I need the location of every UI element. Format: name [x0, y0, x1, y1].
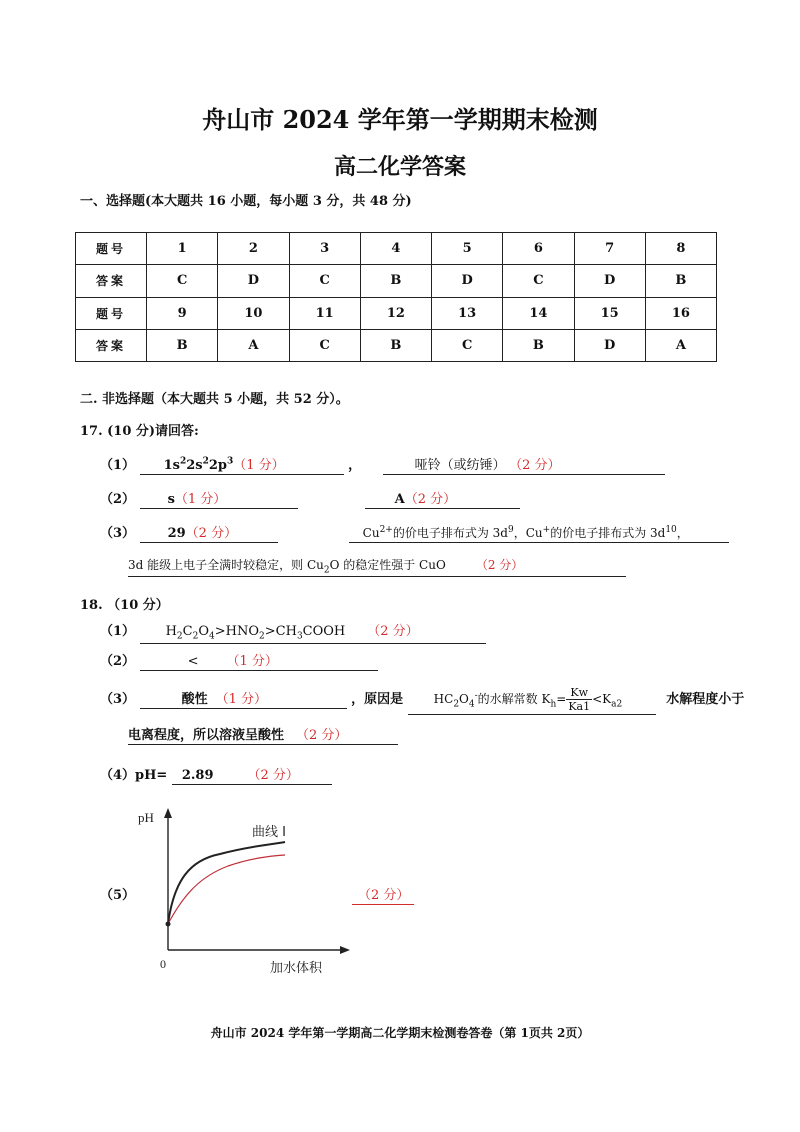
table-cell: 1 — [147, 233, 218, 265]
q17-part2 — [100, 488, 520, 509]
section-1-heading: 一、选择题(本大题共 16 小题，每小题 3 分，共 48 分) — [80, 194, 412, 209]
page-title: 舟山市 2024 学年第一学期期末检测 — [202, 105, 598, 134]
score-note: （2 分） — [352, 884, 414, 905]
y-axis-arrow — [164, 808, 172, 818]
q18-part3-cont — [128, 724, 398, 745]
table-cell: B — [147, 329, 218, 361]
fraction — [566, 686, 592, 713]
superscript: 9 — [507, 525, 514, 535]
answer-blank — [128, 724, 398, 745]
answer-text: 1s — [163, 458, 180, 473]
section-2-heading: 二. 非选择题（本大题共 5 小题，共 52 分）。 — [80, 392, 349, 407]
answer-blank — [349, 524, 729, 543]
part-label: （3） — [100, 526, 136, 541]
table-cell: 3 — [289, 233, 360, 265]
page-footer: 舟山市 2024 学年第一学期高二化学期末检测卷答卷（第 1页共 2页） — [210, 1026, 590, 1040]
table-cell: A — [218, 329, 289, 361]
q18-part1 — [100, 620, 486, 644]
answer-text: 电离程度，所以溶液呈酸性 — [128, 728, 285, 743]
q18-part2 — [100, 650, 378, 671]
answer-text: H — [165, 624, 177, 639]
superscript: 2 — [179, 456, 187, 467]
start-point — [166, 922, 171, 927]
superscript: 2+ — [379, 525, 393, 535]
curve-2 — [168, 855, 285, 924]
curve-label: 曲线 I — [252, 825, 286, 840]
part-label: （4）pH= — [100, 768, 168, 783]
fraction-numerator: Kw — [566, 686, 592, 700]
answer-text: 哑铃（或纺锤） — [414, 458, 506, 473]
score-note: （2 分） — [515, 458, 561, 473]
answer-blank — [140, 454, 344, 475]
answer-blank — [128, 556, 626, 577]
q18-header: 18. （10 分） — [80, 598, 169, 613]
answer-blank — [140, 650, 378, 671]
superscript: 2 — [202, 456, 209, 467]
answer-blank — [365, 488, 520, 509]
score-note: （2 分） — [367, 624, 419, 639]
separator: ， — [348, 458, 362, 473]
subscript: 2 — [453, 699, 460, 710]
subscript: 3 — [296, 631, 303, 642]
score-note: （1 分） — [174, 492, 227, 507]
table-cell: 7 — [574, 233, 645, 265]
table-cell: C — [503, 265, 574, 297]
table-cell: 11 — [289, 297, 360, 329]
table-cell: A — [645, 329, 716, 361]
subscript: 2 — [323, 565, 330, 576]
subscript: 4 — [209, 631, 215, 642]
answer-text: 水解程度小于 — [666, 692, 745, 707]
answer-text: COOH — [302, 624, 346, 639]
table-cell: 4 — [360, 233, 431, 265]
table-cell: D — [574, 265, 645, 297]
subscript: 2 — [259, 631, 265, 642]
part-label: （1） — [100, 624, 136, 639]
answer-text: < — [187, 654, 199, 669]
q17-part3-cont — [128, 556, 626, 577]
superscript: + — [542, 525, 551, 535]
table-cell: 2 — [218, 233, 289, 265]
answer-blank — [140, 688, 347, 709]
superscript: - — [474, 691, 478, 701]
table-cell: C — [289, 265, 360, 297]
answer-text: >HNO — [214, 624, 260, 639]
table-cell: 8 — [645, 233, 716, 265]
score-note: （2 分） — [404, 492, 457, 507]
score-note: （1 分） — [215, 692, 267, 707]
answer-text: 酸性 — [181, 692, 208, 707]
table-cell: 16 — [645, 297, 716, 329]
answer-blank — [140, 522, 278, 543]
table-cell: 15 — [574, 297, 645, 329]
answer-text: Cu — [362, 526, 380, 540]
answer-text: A — [394, 492, 405, 507]
row-label: 题号 — [76, 297, 147, 329]
subscript: 4 — [468, 699, 475, 710]
q17-header: 17. (10 分)请回答: — [80, 424, 199, 439]
subscript: h — [550, 699, 557, 710]
answer-text: 的价电子排布式为 3d — [550, 526, 666, 540]
answer-text: 的价电子排布式为 3d — [392, 526, 508, 540]
answer-text: 29 — [167, 526, 186, 541]
answer-text: 2s — [186, 458, 203, 473]
answer-text: = — [556, 692, 567, 706]
answer-text: 3d 能级上电子全满时较稳定，则 Cu — [128, 558, 324, 572]
reason-label: ，原因是 — [351, 692, 404, 707]
page-subtitle: 高二化学答案 — [333, 154, 466, 180]
score-note: （2 分） — [296, 728, 348, 743]
superscript: 10 — [665, 525, 677, 535]
answer-text: HC — [433, 692, 454, 706]
answer-table — [75, 232, 717, 362]
answer-text: O — [459, 692, 469, 706]
answer-text: 2.89 — [181, 768, 214, 783]
superscript: 3 — [227, 456, 234, 467]
answer-text: s — [167, 492, 175, 507]
y-axis-label: pH — [138, 810, 154, 825]
q17-part3 — [100, 522, 729, 543]
row-label: 答案 — [76, 329, 147, 361]
score-note: （1 分） — [226, 654, 278, 669]
table-row — [76, 297, 717, 329]
table-row — [76, 265, 717, 297]
origin-label: 0 — [160, 957, 166, 971]
part-label: （2） — [100, 654, 136, 669]
table-cell: B — [360, 265, 431, 297]
table-cell: D — [432, 265, 503, 297]
subscript: 2 — [192, 631, 199, 642]
table-cell: 6 — [503, 233, 574, 265]
curve-1 — [168, 842, 285, 924]
subscript: 2 — [176, 631, 183, 642]
table-cell: B — [503, 329, 574, 361]
subscript: a2 — [611, 699, 623, 710]
answer-text: ，Cu — [513, 526, 543, 540]
table-cell: C — [289, 329, 360, 361]
score-note: （1 分） — [233, 458, 285, 473]
q18-part5-label: （5） — [100, 888, 136, 903]
row-label: 题号 — [76, 233, 147, 265]
table-cell: 13 — [432, 297, 503, 329]
score-note: （2 分） — [185, 526, 238, 541]
table-cell: 9 — [147, 297, 218, 329]
answer-text: <K — [592, 692, 612, 706]
part-label: （3） — [100, 692, 136, 707]
part-label: （2） — [100, 492, 136, 507]
table-cell: 5 — [432, 233, 503, 265]
answer-text: O 的稳定性强于 CuO — [329, 558, 446, 572]
table-cell: D — [218, 265, 289, 297]
table-cell: D — [574, 329, 645, 361]
x-axis-label: 加水体积 — [270, 961, 323, 976]
answer-text: O — [198, 624, 210, 639]
answer-text: 的水解常数 K — [477, 692, 551, 706]
answer-text: ， — [676, 526, 689, 540]
answer-blank — [408, 686, 656, 715]
x-axis-arrow — [340, 946, 350, 954]
table-row — [76, 329, 717, 361]
fraction-denominator: Ka1 — [568, 700, 591, 713]
score-note: （2 分） — [247, 768, 299, 783]
table-cell: 14 — [503, 297, 574, 329]
table-cell: C — [432, 329, 503, 361]
q17-part1 — [100, 454, 665, 475]
score-note: （2 分） — [475, 558, 524, 572]
answer-blank — [383, 454, 665, 475]
table-row — [76, 233, 717, 265]
answer-text: >CH — [264, 624, 297, 639]
answer-blank — [172, 764, 332, 785]
answer-text: 2p — [208, 458, 227, 473]
table-cell: 12 — [360, 297, 431, 329]
table-cell: B — [360, 329, 431, 361]
answer-blank — [140, 620, 486, 644]
table-cell: C — [147, 265, 218, 297]
table-cell: 10 — [218, 297, 289, 329]
answer-text: C — [182, 624, 193, 639]
q18-part3 — [100, 686, 744, 715]
table-cell: B — [645, 265, 716, 297]
row-label: 答案 — [76, 265, 147, 297]
q18-part4 — [100, 764, 332, 785]
part-label: （1） — [100, 458, 136, 473]
ph-dilution-graph — [130, 800, 370, 980]
answer-blank — [140, 488, 298, 509]
